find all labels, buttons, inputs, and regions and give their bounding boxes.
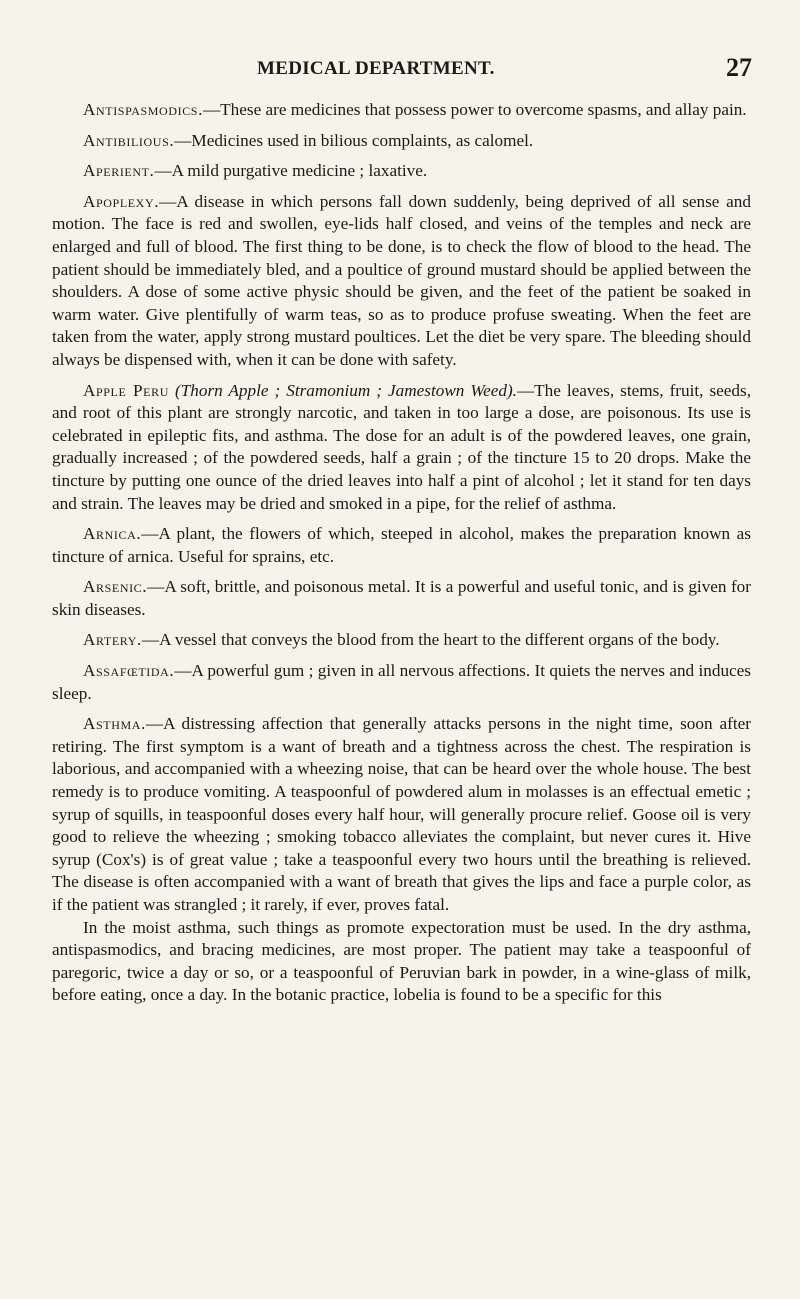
entry-asthma bbox=[52, 713, 751, 916]
entry-term: Aperient. bbox=[83, 161, 155, 181]
entry-definition: —A plant, the flowers of which, steeped in alcohol, makes the preparation known as tincture of arnica. Useful for sprains, etc. bbox=[52, 524, 751, 566]
entry-definition: —A disease in which persons fall down suddenly, being deprived of all sense and motion. The face is red and swollen, eye-lids half closed, and veins of the temples and neck are enlarged and full of blood. The first thing to be done, is to check the flow of blood to the head. The patient should be immediately bled, and a poultice of ground mustard should be applied between the shoulders. A dose of some active physic should be given, and the feet of the patient be soaked in warm water. Give plentifully of warm teas, so as to produce profuse sweating. When the feet are taken from the water, apply strong mustard poultices. Let the diet be very spare. The bleeding should always be dispensed with, when it can be done with safety. bbox=[52, 191, 751, 369]
asthma-continuation-paragraph: In the moist asthma, such things as promote expectoration must be used. In the dry asthma, antispasmodics, and bracing medicines, are most proper. The patient may take a teaspoonful of paregoric, twice a day or so, or a teaspoonful of Peruvian bark in powder, in a wine-glass of milk, before eating, once a day. In the botanic practice, lobelia is found to be a specific for this bbox=[52, 917, 751, 1005]
entry-definition: —A powerful gum ; given in all nervous affections. It quiets the nerves and induces sleep. bbox=[52, 661, 751, 703]
entry-definition: —The leaves, stems, fruit, seeds, and root of this plant are strongly narcotic, and taken in too large a dose, are poisonous. Its use is celebrated in epileptic fits, and asthma. The dose for an adult is of the powdered leaves, one grain, gradually increased ; of the powdered seeds, half a grain ; of the tincture 15 to 20 drops. Make the tincture by putting one ounce of the dried leaves into half a pint of alcohol ; let it stand for ten days and strain. The leaves may be dried and smoked in a pipe, for the relief of asthma. bbox=[52, 380, 751, 513]
entry-definition: —A vessel that conveys the blood from the heart to the different organs of the body. bbox=[141, 630, 720, 650]
entry-arsenic bbox=[52, 576, 751, 621]
entry-apple-peru bbox=[52, 380, 751, 516]
entry-definition: —A soft, brittle, and poisonous metal. It is a powerful and useful tonic, and is given for skin diseases. bbox=[52, 577, 751, 619]
entry-term: Antibilious. bbox=[83, 130, 175, 150]
entry-term: Apoplexy. bbox=[83, 191, 160, 211]
entry-term: Antispasmodics. bbox=[83, 100, 203, 119]
entry-antibilious bbox=[52, 130, 751, 153]
entry-apoplexy bbox=[52, 191, 751, 372]
running-header bbox=[257, 53, 752, 82]
entry-definition: —Medicines used in bilious complaints, as calomel. bbox=[174, 130, 534, 150]
entry-antispasmodics bbox=[52, 99, 751, 122]
entry-term: Asthma. bbox=[83, 714, 146, 734]
entry-term: Arnica. bbox=[83, 524, 142, 544]
entry-assafoetida bbox=[52, 660, 751, 705]
running-title: MEDICAL DEPARTMENT. bbox=[257, 58, 495, 79]
entry-definition: —These are medicines that possess power to overcome spasms, and allay pain. bbox=[202, 100, 747, 119]
entry-synonyms: (Thorn Apple ; Stramonium ; Jamestown Weed). bbox=[174, 380, 517, 400]
entry-term: Arsenic. bbox=[83, 577, 148, 597]
glossary-body bbox=[52, 99, 751, 1015]
entry-definition: —A distressing affection that generally attacks persons in the night time, soon after retiring. The first symptom is a want of breath and a tightness across the chest. The respiration is laborious, and accompanied with a wheezing noise, that can be heard over the whole house. The best remedy is to produce vomiting. A teaspoonful of powdered alum in molasses is an effectual emetic ; syrup of squills, in teaspoonful doses every half hour, will generally procure relief. Goose oil is very good to relieve the wheezing ; smoking tobacco alleviates the complaint, but never cures it. Hive syrup (Cox's) is of great value ; take a teaspoonful every two hours until the breathing is relieved. The disease is often accompanied with a want of breath that gives the lips and face a purple color, as if the patient was strangled ; it rarely, if ever, proves fatal. bbox=[52, 714, 751, 914]
entry-arnica bbox=[52, 523, 751, 568]
entry-term: Artery. bbox=[83, 630, 142, 650]
entry-aperient bbox=[52, 160, 751, 183]
entry-term: Assafœtida. bbox=[83, 661, 175, 681]
entry-definition: —A mild purgative medicine ; laxative. bbox=[154, 161, 428, 181]
page-number: 27 bbox=[726, 53, 752, 82]
entry-term: Apple Peru bbox=[83, 380, 169, 400]
entry-artery bbox=[52, 629, 751, 652]
